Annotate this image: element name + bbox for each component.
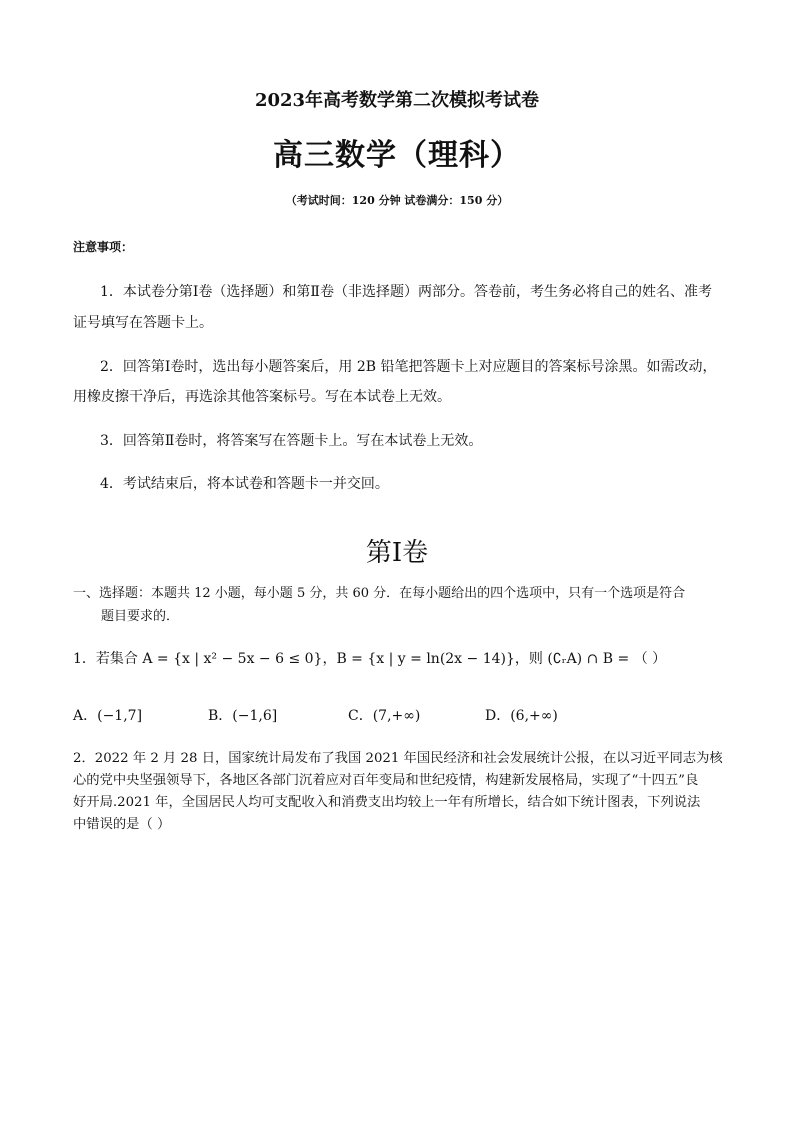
question-2-line-4: 中错误的是（ ） [73,817,171,832]
section-intro-line-1: 一、选择题：本题共 12 小题，每小题 5 分，共 60 分．在每小题给出的四个选项中，只有一个选项是符合 [73,586,686,601]
question-1-option-b: B．(−1,6] [208,708,278,724]
notice-item-4: 4．考试结束后，将本试卷和答题卡一并交回。 [100,476,389,492]
notice-item-2-line-1: 2．回答第Ⅰ卷时，选出每小题答案后，用 2B 铅笔把答题卡上对应题目的答案标号涂黑。如需改动， [100,359,717,375]
question-2-line-3: 好开局.2021 年，全国居民人均可支配收入和消费支出均较上一年有所增长，结合如下统计图表，下列说法 [73,795,701,810]
exam-time-info: （考试时间：120 分钟 试卷满分：150 分） [285,194,509,207]
notice-heading: 注意事项： [73,240,134,254]
question-1-option-c: C．(7,+∞) [348,708,421,724]
exam-title: 2023年高考数学第二次模拟考试卷 [254,90,540,111]
section-title: 第Ⅰ卷 [365,538,429,568]
section-intro-line-2: 题目要求的． [101,609,180,624]
notice-item-2-line-2: 用橡皮擦干净后，再选涂其他答案标号。写在本试卷上无效。 [73,389,451,405]
notice-item-1-line-2: 证号填写在答题卡上。 [73,315,213,331]
notice-item-3: 3．回答第Ⅱ卷时，将答案写在答题卡上。写在本试卷上无效。 [100,433,483,449]
question-1-option-a: A．(−1,7] [73,708,143,724]
question-1-stem: 1．若集合 A = {x | x² − 5x − 6 ≤ 0}，B = {x | y = ln(2x − 14)}，则 (∁ᵣA) ∩ B = （ ） [73,651,667,667]
question-2-line-1: 2．2022 年 2 月 28 日，国家统计局发布了我国 2021 年国民经济和社会发展统计公报，在以习近平同志为核 [73,751,723,766]
question-1-option-d: D．(6,+∞) [485,708,558,724]
question-2-line-2: 心的党中央坚强领导下，各地区各部门沉着应对百年变局和世纪疫情，构建新发展格局，实现了“十四五”良 [73,773,699,788]
notice-item-1-line-1: 1．本试卷分第Ⅰ卷（选择题）和第Ⅱ卷（非选择题）两部分。答卷前，考生务必将自己的姓名、准考 [100,284,712,300]
subject-title: 高三数学（理科） [273,138,521,173]
